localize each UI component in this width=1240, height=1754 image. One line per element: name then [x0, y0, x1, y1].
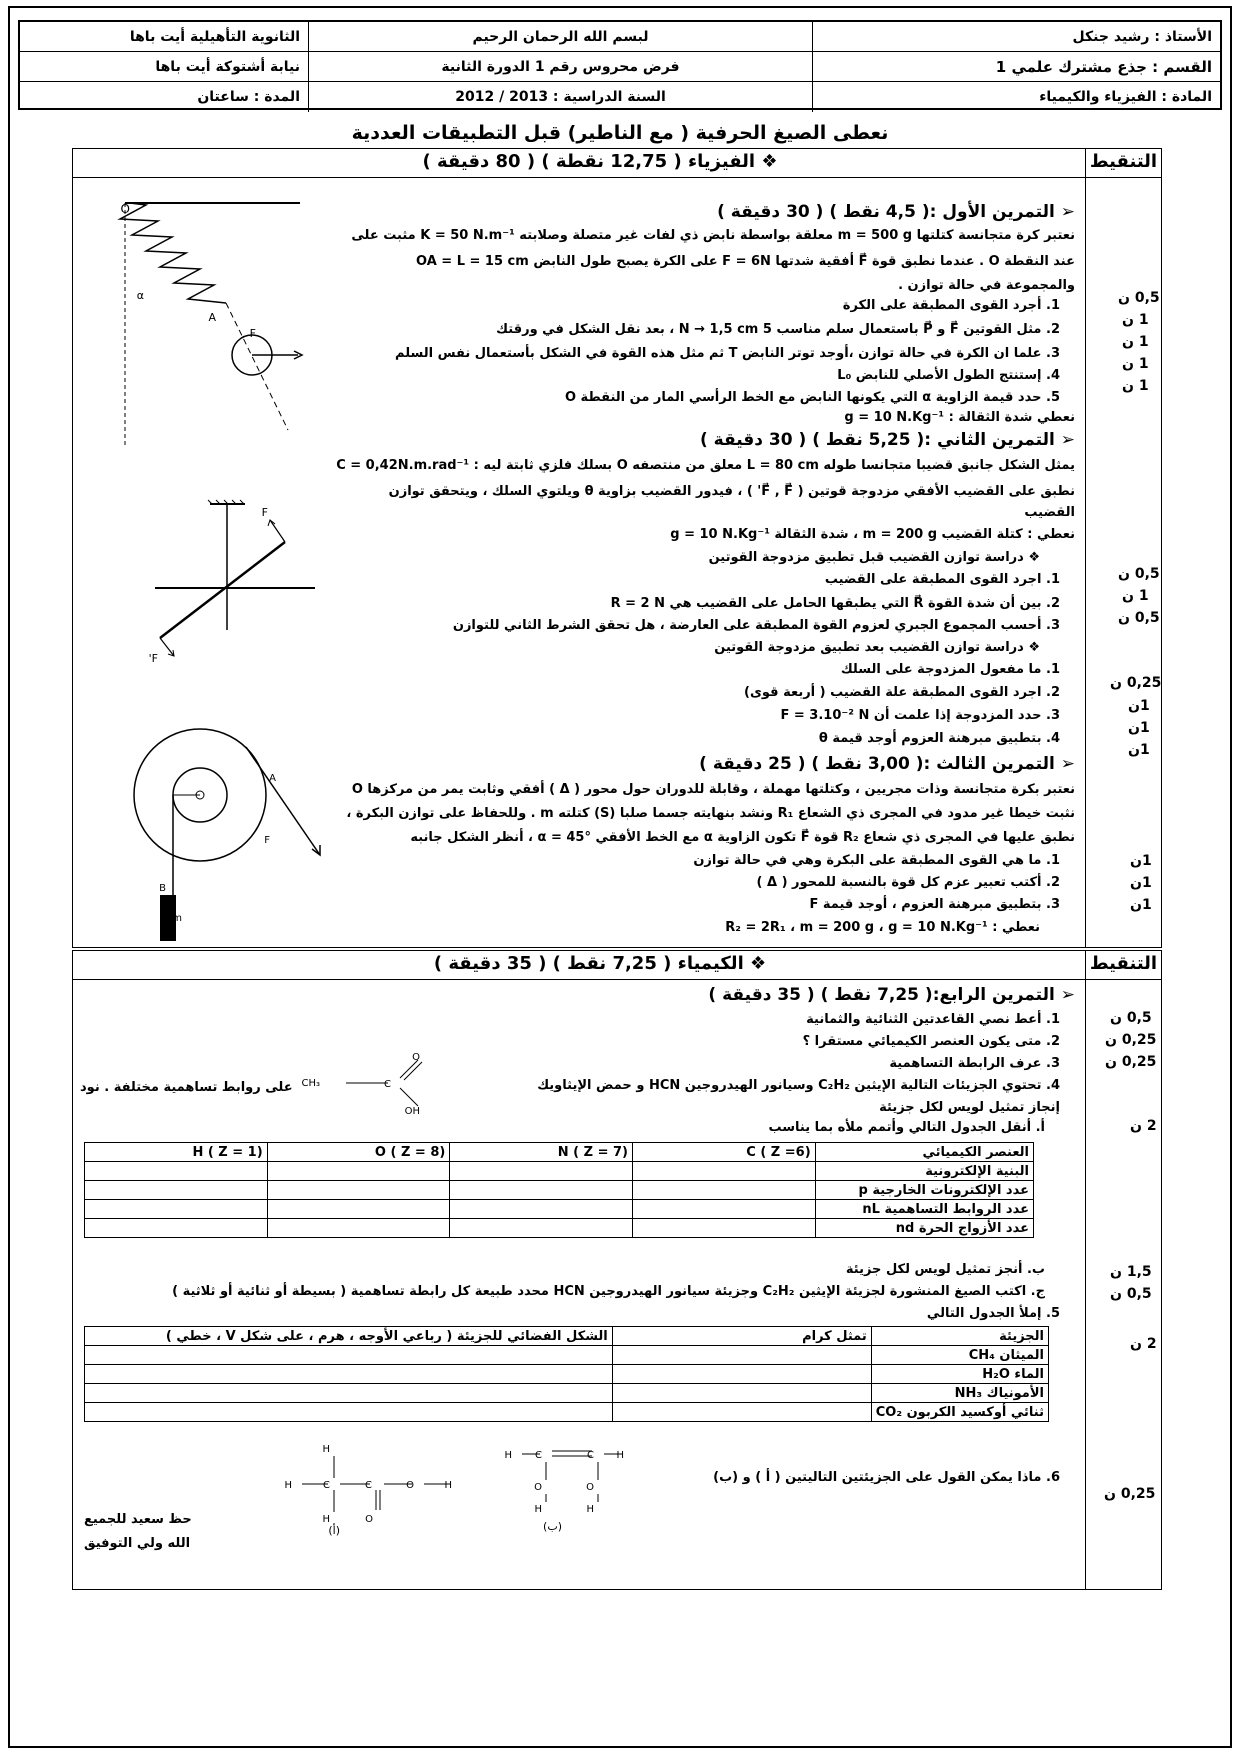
ex2-b4: 4. بتطبيق مبرهنة العزوم أوجد قيمة θ [818, 731, 1060, 746]
grading-header-chem: التنقيط [1089, 953, 1158, 974]
ex1-q2: 2. مثل القوتين F⃗ و P⃗ باستعمال سلم مناسب 5 N → 1,5 cm ، بعد نقل الشكل في ورقتك [496, 322, 1060, 337]
ex3-q2: 2. أكتب تعبير عزم كل قوة بالنسبة للمحور ( Δ ) [756, 875, 1060, 890]
ex2-section2: ❖ دراسة توازن القضيب بعد تطبيق مزدوجة القوتين [714, 640, 1040, 655]
table-row [85, 1403, 1049, 1422]
ex2-a2: 2. بين أن شدة القوة R⃗ التي يطبقها الحامل على القضيب هي R = 2 N [610, 596, 1060, 611]
table-row [85, 1181, 1034, 1200]
acid-oh: OH [404, 1106, 420, 1117]
ex1-grade-1: 0,5 ن [1118, 290, 1160, 306]
electron-table [84, 1142, 1034, 1238]
ex2-line3: القضيب [1024, 505, 1075, 520]
row-label: البنية الإلكترونية [815, 1162, 1033, 1181]
ex2-grade-2: 1 ن [1122, 588, 1149, 604]
ex2-b2: 2. اجرد القوى المطبقة علة القضيب ( أربعة قوى) [744, 685, 1060, 700]
ex3-grade-3: 1ن [1130, 897, 1152, 913]
ex4-grade-4: 2 ن [1130, 1118, 1157, 1134]
ex4-q6: 6. ماذا يمكن القول على الجزيئتين التاليتين ( أ ) و (ب) [713, 1470, 1060, 1485]
ex1-line1: نعتبر كرة متجانسة كتلتها m = 500 g معلقة بواسطة نابض ذي لفات غير متصلة وصلابته K = 50 N.m⁻¹ مثبت على [351, 228, 1075, 243]
ex2-a3: 3. أحسب المجموع الجبري لعزوم القوة المطبقة على العارضة ، هل تحقق الشرط الثاني للتوازن [452, 618, 1060, 633]
ex1-q5: 5. حدد قيمة الزاوية α التي يكونها النابض مع الخط الرأسي المار من النقطة O [564, 390, 1060, 405]
fig3-label-b: B [159, 883, 166, 894]
ex1-spring-figure [110, 195, 310, 445]
ex1-grade-4: 1 ن [1122, 356, 1149, 372]
ex1-q1: 1. أجرد القوى المطبقة على الكرة [842, 298, 1060, 313]
ex1-grade-2: 1 ن [1122, 312, 1149, 328]
ex2-grade-6: 1ن [1128, 720, 1150, 736]
ex1-title: ➢ التمرين الأول :( 4,5 نقط ) ( 30 دقيقة ) [717, 202, 1075, 222]
row-label: الماء H₂O [871, 1365, 1048, 1384]
svg-text:H: H [586, 1504, 594, 1515]
table-row [85, 1384, 1049, 1403]
fig2-label-f: F [261, 506, 268, 519]
svg-text:O: O [534, 1482, 542, 1493]
ex4-q4c: إنجاز تمثيل لويس لكل جزيئة [879, 1100, 1060, 1115]
ex3-line2: نثبت خيطا غير مدود في المجرى ذي الشعاع R₁ ونشد بنهايته جسما صلبا (S) كتلته m . وللحفاظ على توازن البكرة ، [346, 806, 1075, 821]
ex2-grade-1: 0,5 ن [1118, 566, 1160, 582]
molecule-b-structure [504, 1440, 650, 1533]
molecule-a-structure [284, 1440, 470, 1537]
duration-cell: المدة : ساعتان [197, 89, 300, 105]
physics-title: ❖ الفيزياء ( 12,75 نقطة ) ( 80 دقيقة ) [422, 151, 778, 172]
row-label: الميثان CH₄ [871, 1346, 1048, 1365]
ex3-pulley-figure [120, 725, 340, 945]
svg-text:C: C [587, 1450, 594, 1461]
ex4-q4a: أ. أنقل الجدول التالي وأتمم ملأه بما يناسب [768, 1120, 1045, 1135]
banner-instruction: نعطى الصيغ الحرفية ( مع الناطير) قبل التطبيقات العددية [351, 122, 889, 144]
svg-text:C: C [323, 1480, 330, 1491]
th-element: العنصر الكيميائي [815, 1143, 1033, 1162]
svg-text:H: H [322, 1444, 330, 1455]
electron-table-header [85, 1143, 1034, 1162]
ex3-title: ➢ التمرين الثالث :( 3,00 نقط ) ( 25 دقيقة ) [699, 754, 1075, 774]
basmala-cell: لبسم الله الرحمان الرحيم [308, 22, 812, 52]
ex4-grade-3: 0,25 ن [1105, 1054, 1157, 1070]
table-row [85, 1346, 1049, 1365]
ex2-line1: يمثل الشكل جانبق قضيبا متجانسا طوله L = 80 cm معلق من منتصفه O بسلك فلزي ثابتة ليه : C = 0,42N.m.rad⁻¹ [336, 458, 1075, 473]
fig3-label-a: A [269, 773, 276, 784]
ex3-grade-1: 1ن [1130, 853, 1152, 869]
ex2-grade-3: 0,5 ن [1118, 610, 1160, 626]
acid-ch3: CH₃ [301, 1078, 320, 1089]
ex3-grade-2: 1ن [1130, 875, 1152, 891]
fig1-label-a: A [208, 311, 216, 324]
ex4-grade-5: 1,5 ن [1110, 1264, 1152, 1280]
ex2-grade-4: 0,25 ن [1110, 675, 1162, 691]
ex4-q1: 1. أعط نصي القاعدتين الثنائية والثمانية [806, 1012, 1060, 1027]
fig2-label-fprime: F' [148, 652, 158, 665]
row-label: عدد الروابط التساهمية nL [815, 1200, 1033, 1219]
year-cell: السنة الدراسية : 2013 / 2012 [308, 82, 812, 112]
svg-text:H: H [284, 1480, 292, 1491]
closing-blessing: الله ولي التوفيق [84, 1536, 191, 1551]
svg-text:O: O [406, 1480, 414, 1491]
ex1-q3: 3. علما ان الكرة في حالة توازن ،أوجد توتر النابض T ثم مثل هذه القوة في الشكل بأستعمال نفس السلم [395, 346, 1060, 361]
ex4-grade-2: 0,25 ن [1105, 1032, 1157, 1048]
school-cell: الثانوية التأهيلية أيت باها [20, 22, 308, 52]
ex2-rod-figure [150, 500, 330, 670]
acetic-acid-structure [301, 1048, 488, 1118]
th-oxygen: O ( Z = 8) [267, 1143, 450, 1162]
grading-header-physics: التنقيط [1089, 151, 1158, 172]
chemistry-title: ❖ الكيمياء ( 7,25 نقط ) ( 35 دقيقة ) [433, 953, 767, 974]
table-row [85, 1200, 1034, 1219]
th-shape: الشكل الفضائي للجزيئة ( رباعي الأوجه ، هرم ، على شكل V ، خطي ) [85, 1327, 613, 1346]
ex2-b1: 1. ما مفعول المزدوجة على السلك [840, 662, 1060, 677]
ex2-b3: 3. حدد المزدوجة إذا علمت أن F = 3.10⁻² N [780, 708, 1060, 723]
ex2-section1: ❖ دراسة توازن القضيب قبل تطبيق مزدوجة القوتين [708, 550, 1040, 565]
fig1-label-f: F [249, 327, 256, 340]
ex3-given: نعطي : R₂ = 2R₁ ، m = 200 g ، g = 10 N.Kg⁻¹ [725, 920, 1040, 935]
closing-good-luck: حظ سعيد للجميع [84, 1512, 192, 1527]
ex3-q3: 3. بتطبيق مبرهنة العزوم ، أوجد قيمة F [809, 897, 1060, 912]
ex4-title: ➢ التمرين الرابع:( 7,25 نقط ) ( 35 دقيقة ) [708, 985, 1075, 1005]
ex2-a1: 1. اجرد القوى المطبقة على القضيب [824, 572, 1060, 587]
ex4-q2: 2. متى يكون العنصر الكيميائي مستقرا ؟ [802, 1034, 1060, 1049]
ex4-q4b: على روابط تساهمية مختلفة . نود [80, 1080, 293, 1095]
th-hydrogen: H ( Z = 1) [85, 1143, 268, 1162]
ex1-q4: 4. إستنتج الطول الأصلي للنابض L₀ [837, 368, 1060, 383]
ex4-grade-8: 0,25 ن [1104, 1486, 1156, 1502]
mol-a-label: (أ) [328, 1524, 340, 1537]
ex4-grade-7: 2 ن [1130, 1336, 1157, 1352]
th-molecule: الجزيئة [871, 1327, 1048, 1346]
svg-text:C: C [535, 1450, 542, 1461]
svg-text:H: H [444, 1480, 452, 1491]
fig3-label-m: m [172, 913, 182, 924]
acid-o: O [412, 1052, 420, 1063]
ex4-q4: 4. تحتوي الجزيئات التالية الإيثين C₂H₂ وسيانور الهيدروجين HCN و حمض الإيثاويك [537, 1078, 1060, 1093]
ex4-grade-6: 0,5 ن [1110, 1286, 1152, 1302]
ex1-grade-5: 1 ن [1122, 378, 1149, 394]
svg-text:H: H [322, 1514, 330, 1525]
ex4-qb: ب. أنجز تمثيل لويس لكل جزيئة [845, 1262, 1045, 1277]
header-table [18, 20, 1222, 110]
ex1-given: نعطي شدة الثقالة : g = 10 N.Kg⁻¹ [844, 410, 1075, 425]
svg-text:H: H [504, 1450, 512, 1461]
ex2-line2: نطبق على القضيب الأفقي مزدوجة قوتين ( F⃗ , F⃗' ) ، فيدور القضيب بزاوية θ ويلتوي السلك ، ويتحقق توازن [388, 484, 1075, 499]
table-row [85, 1219, 1034, 1238]
class-cell: القسم : جذع مشترك علمي 1 [812, 52, 1220, 82]
ex4-qc: ج. اكتب الصيغ المنشورة لجزيئة الإيثين C₂H₂ وجزيئة سيانور الهيدروجين HCN محدد طبيعة كل رابطة تساهمية ( بسيطة أو ثنائية أو ثلاثية ) [172, 1284, 1045, 1299]
ex2-title: ➢ التمرين الثاني :( 5,25 نقط ) ( 30 دقيقة ) [699, 430, 1075, 450]
subject-cell: المادة : الفيزياء والكيمياء [812, 82, 1220, 112]
row-label: ثنائي أوكسيد الكربون CO₂ [871, 1403, 1048, 1422]
row-label: الأمونياك NH₃ [871, 1384, 1048, 1403]
grading-column-physics [1085, 148, 1162, 948]
ex3-line1: نعتبر بكرة متجانسة وذات مجريين ، وكتلتها مهملة ، وقابلة للدوران حول محور ( Δ ) أفقي وثابت يمر من مركزها O [351, 782, 1075, 797]
fig3-label-f: F [264, 835, 270, 846]
ex2-grade-7: 1ن [1128, 742, 1150, 758]
ex4-q3: 3. عرف الرابطة التساهمية [889, 1056, 1060, 1071]
svg-text:O: O [586, 1482, 594, 1493]
direction-cell: نيابة أشتوكة أيت باها [20, 52, 308, 82]
ex1-line3: والمجموعة في حالة توازن . [898, 278, 1075, 293]
ex4-grade-1: 0,5 ن [1110, 1010, 1152, 1026]
th-cram: تمثل كرام [612, 1327, 871, 1346]
svg-text:O: O [365, 1514, 373, 1525]
mol-b-label: (ب) [543, 1520, 562, 1533]
ex3-q1: 1. ما هي القوى المطبقة على البكرة وهي في حالة توازن [693, 853, 1060, 868]
row-label: عدد الأزواج الحرة nd [815, 1219, 1033, 1238]
molecule-table-header [85, 1327, 1049, 1346]
row-label: عدد الإلكترونات الخارجية p [815, 1181, 1033, 1200]
ex2-grade-5: 1ن [1128, 698, 1150, 714]
ex3-line3: نطبق عليها في المجرى ذي شعاع R₂ قوة F⃗ تكون الزاوية α مع الخط الأفقي α = 45° ، أنظر الشكل جانبه [410, 830, 1075, 845]
th-nitrogen: N ( Z = 7) [450, 1143, 633, 1162]
fig1-label-alpha: α [136, 289, 144, 302]
ex1-line2: عند النقطة O . عندما نطبق قوة F⃗ أفقية شدتها F = 6N على الكرة يصبح طول النابض OA = L = 15 cm [416, 254, 1075, 269]
molecule-table [84, 1326, 1049, 1422]
th-carbon: C ( Z =6) [632, 1143, 815, 1162]
svg-text:C: C [365, 1480, 372, 1491]
teacher-cell: الأستاذ : رشيد جنكل [812, 22, 1220, 52]
ex4-q5: 5. إملأ الجدول التالي [926, 1306, 1060, 1321]
ex2-line4: نعطي : كتلة القضيب m = 200 g ، شدة الثقالة g = 10 N.Kg⁻¹ [670, 527, 1075, 542]
fig1-label-o: O [120, 202, 130, 216]
table-row [85, 1162, 1034, 1181]
exam-cell: فرض محروس رقم 1 الدورة الثانية [308, 52, 812, 82]
table-row [85, 1365, 1049, 1384]
acid-c: C [384, 1079, 391, 1090]
ex1-grade-3: 1 ن [1122, 334, 1149, 350]
svg-text:H: H [534, 1504, 542, 1515]
svg-text:H: H [616, 1450, 624, 1461]
